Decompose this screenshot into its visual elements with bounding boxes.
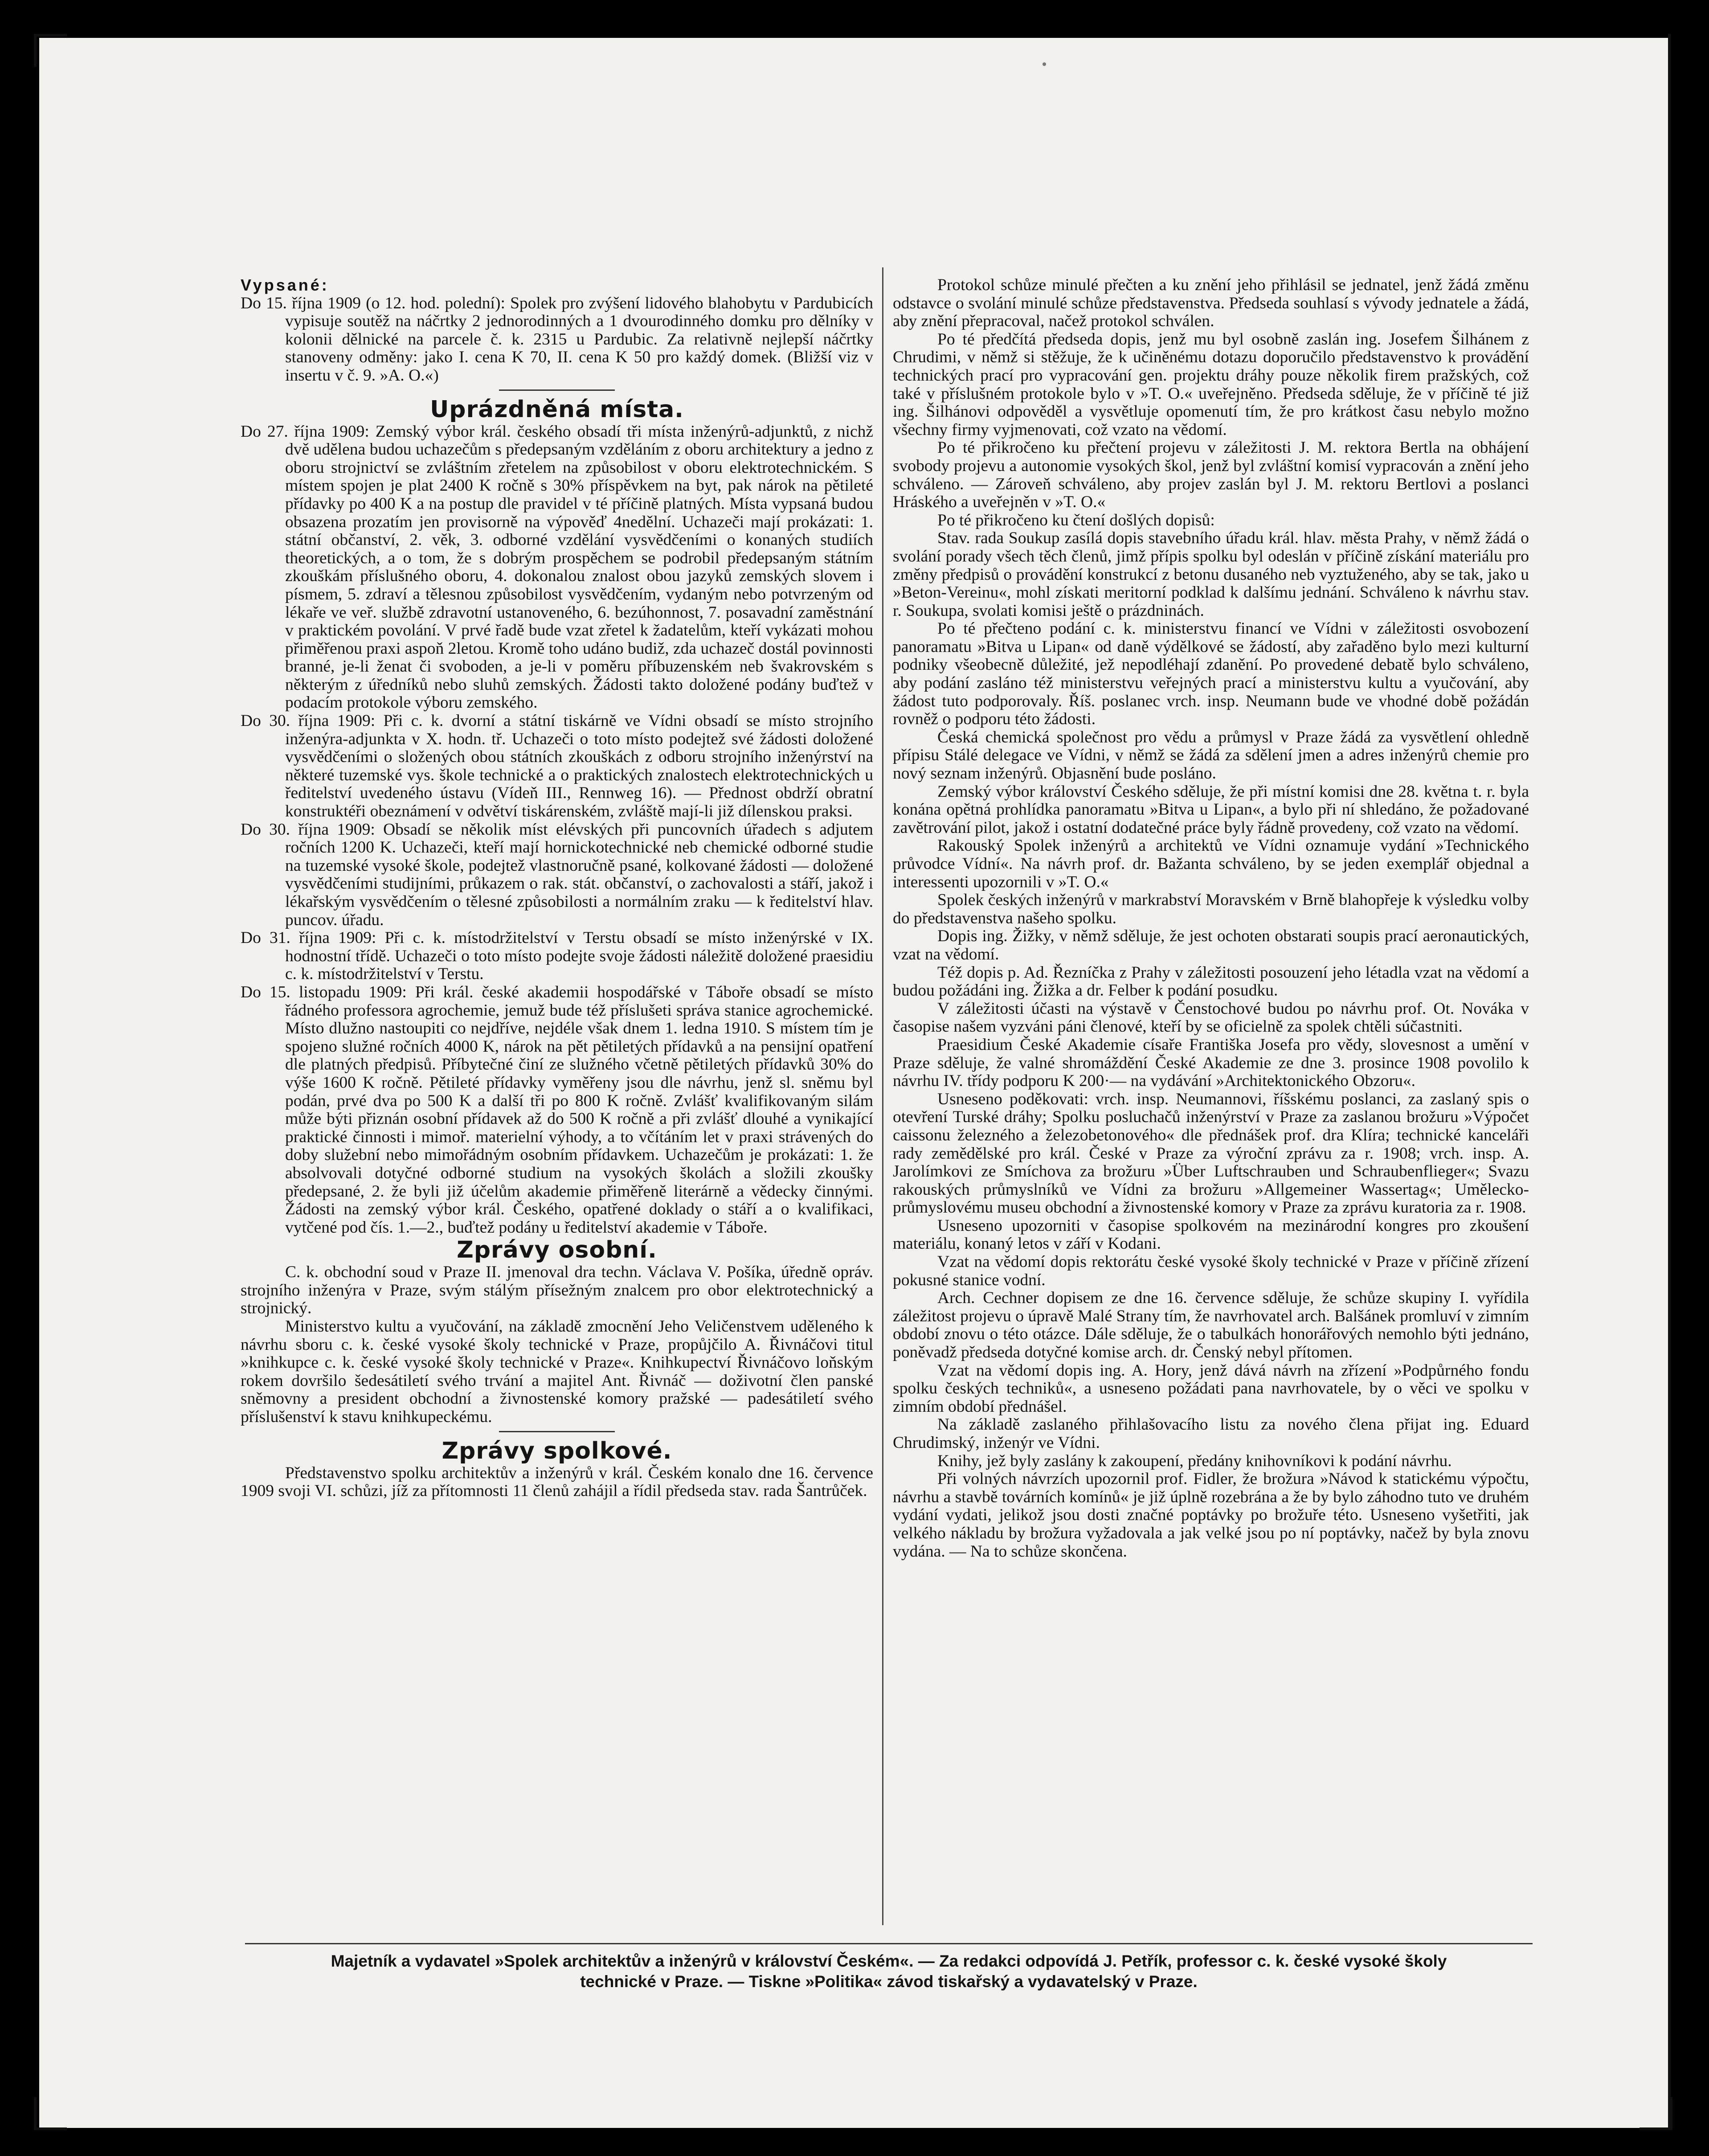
minutes-paragraph: Vzat na vědomí dopis ing. A. Hory, jenž dává návrh na zřízení »Podpůrného fondu spolku českých techniků«, a usneseno požádati pana navrhovatele, by o věci ve spolku v zimním období přednášel. — [893, 1361, 1529, 1416]
minutes-paragraph: Vzat na vědomí dopis rektorátu české vysoké školy technické v Praze v příčině zřízení pokusné stanice vodní. — [893, 1253, 1529, 1289]
crop-mark-bottom-left — [34, 2097, 67, 2130]
right-column — [893, 276, 1529, 1561]
section-heading-vypsane: Vypsané: — [241, 276, 329, 294]
minutes-paragraph: Protokol schůze minulé přečten a ku znění jeho přihlásil se jednatel, jenž žádá změnu odstavce o svolání minulé schůze představenstva. Předseda souhlasí s vývody jednatele a žádá, aby znění přepracoval, načež protokol schválen. — [893, 276, 1529, 331]
notice-vacancy-tiskarna: Do 30. října 1909: Při c. k. dvorní a státní tiskárně ve Vídni obsadí se místo strojního inženýra-adjunkta v X. hodn. tř. Uchazeči o toto místo podejtež své žádosti doložené vysvědčeními o složených obou státních zkouškách z odboru strojního inženýrství na některé tuzemské vys. škole technické a o praktických znalostech elektrotechnických u ředitelství uvedeného ústavu (Vídeň III., Rennweg 16). — Přednost obdrží obratní konstruktéři obeznámení v odvětví tiskárenském, zvláště mají-li již dílenskou praksi. — [241, 712, 873, 821]
notice-vacancy-tabor: Do 15. listopadu 1909: Při král. české akademii hospodářské v Táboře obsadí se místo řádného professora agrochemie, jemuž bude též příslušeti správa stanice agrochemické. Místo dlužno nastoupiti co nejdříve, nejdéle však dnem 1. ledna 1910. S místem tím je spojeno služné ročních 4000 K, nárok na pět pětiletých přídavků a na pensijní opatření dle platných předpisů. Příbytečné činí ze služného včetně pětiletých přídavků 30% do výše 1600 K ročně. Pětileté přídavky vyměřeny jsou dle návrhu, jenž sl. sněmu byl podán, prvé dva po 500 K a další tři po 800 K ročně. Zvlášť kvalifikovaným silám může býti přiznán osobní přídavek až do 500 K ročně a při zvlášť dlouhé a vynikající praktické činnosti i mimoř. materielní výhody, a to včítáním let v praxi strávených do doby služební nebo mimořádným osobním přídavkem. Uchazečům je prokázati: 1. že absolvovali dotyčné odborné studium na vysokých školách a složili zkoušky předepsané, 2. že byli již účelům akademie přiměřeně literárně a vědecky činnými. Žádosti na zemský výbor král. Českého, opatřené doklady o stáří a o kvalifikaci, vytčené pod čís. 1.—2., buďtež podány u ředitelství akademie v Táboře. — [241, 983, 873, 1237]
personal-news-posik: C. k. obchodní soud v Praze II. jmenoval dra techn. Václava V. Pošíka, úředně opráv. strojního inženýra v Praze, svým stálým přísežným znalcem pro obor elektrotechnický a strojnický. — [241, 1263, 873, 1318]
minutes-paragraph: Při volných návrzích upozornil prof. Fidler, že brožura »Návod k statickému výpočtu, návrhu a stavbě továrních komínů« je již úplně rozebrána a že by bylo záhodno tuto ve druhém vydání vydati, jelikož jsou dosti značné poptávky po brožuře této. Usneseno vyšetřiti, jak velkého nákladu by brožura vyžadovala a jak velké jsou po ní poptávky, načež by byla znovu vydána. — Na to schůze skončena. — [893, 1470, 1529, 1561]
minutes-paragraph: Stav. rada Soukup zasílá dopis stavebního úřadu král. hlav. města Prahy, v němž žádá o svolání porady všech těch členů, jimž přípis spolku byl odeslán v příčině získání materiálu pro změny předpisů o provádění konstrukcí z betonu dusaného neb vyztuženého, aby se tak, jako u »Beton-Vereinu«, mohl získati meritorní podklad k dalšímu jednání. Schváleno k návrhu stav. r. Soukupa, svolati komisi ještě o prázdninách. — [893, 529, 1529, 620]
notice-vacancy-zemsky-vybor: Do 27. října 1909: Zemský výbor král. českého obsadí tři místa inženýrů-adjunktů, z nichž dvě udělena budou uchazečům s předepsaným vzděláním z oboru architektury a jedno z oboru strojnictví se zvláštním zřetelem na způsobilost v oboru elektrotechnickém. S místem spojen je plat 2400 K ročně s 30% příspěvkem na byt, pak nárok na pětileté přídavky po 400 K a na postup dle pravidel v té příčině platných. Místa vypsaná budou obsazena prozatím jen provisorně na výpověď 4nedělní. Uchazeči mají prokázati: 1. státní občanství, 2. věk, 3. odborné vzdělání vysvědčeními o konaných studiích theoretických, a o tom, že s dobrým prospěchem se podrobil předepsaným státním zkouškám příslušného oboru, 4. dokonalou znalost obou jazyků zemských slovem i písmem, 5. zdraví a tělesnou způsobilost vysvědčením, vydaným nebo potvrzeným od lékaře ve veř. službě zdravotní ustanoveného, 6. bezúhonnost, 7. posavadní zaměstnání v praktickém povolání. V prvé řadě bude vzat zřetel k žadatelům, kteří vykázati mohou přiměřenou praxi aspoň 2letou. Kromě toho udáno budiž, zda uchazeč dostál povinnosti branné, je-li ženat či svoboden, a je-li v poměru příbuzenském neb švakrovském s některým z úředníků nebo sluhů zemských. Žádosti takto doložené podány buďtež v podacím protokole výboru zemského. — [241, 422, 873, 712]
association-news-intro: Představenstvo spolku architektův a inženýrů v král. Českém konalo dne 16. července 1909 svoji VI. schůzi, jíž za přítomnosti 11 členů zahájil a řídil předseda stav. rada Šantrůček. — [241, 1463, 873, 1500]
section-heading-association-news: Zprávy spolkové. — [442, 1437, 672, 1464]
left-column — [241, 276, 873, 1500]
column-divider — [882, 267, 883, 1925]
notice-vacancy-terst: Do 31. října 1909: Při c. k. místodržitelství v Terstu obsadí se místo inženýrské v IX. hodnostní třídě. Uchazeči o toto místo podejte svoje žádosti náležitě doložené praesidiu c. k. místodržitelství v Terstu. — [241, 929, 873, 984]
minutes-paragraph: Rakouský Spolek inženýrů a architektů ve Vídni oznamuje vydání »Technického průvodce Vídní«. Na návrh prof. dr. Bažanta schváleno, by se jeden exemplář objednal a interessenti upozornili v »T. O.« — [893, 836, 1529, 891]
minutes-paragraph: Na základě zaslaného přihlašovacího listu za nového člena přijat ing. Eduard Chrudimský, inženýr ve Vídni. — [893, 1415, 1529, 1452]
minutes-paragraph: Po té přečteno podání c. k. ministerstvu financí ve Vídni v záležitosti osvobození panoramatu »Bitva u Lipan« od daně výdělkové se žádostí, aby zařaděno bylo mezi kulturní podniky všeobecně důležité, jež nepodléhají zdanění. Po provedené debatě bylo schváleno, aby podání zasláno též ministerstvu veřejných prací a ministerstvu kultu a vyučování, aby žádost tuto podporovaly. Říš. poslanec vrch. insp. Neumann bude ve vhodné době požádán rovněž o podporu této žádosti. — [893, 619, 1529, 729]
minutes-paragraph: Zemský výbor království Českého sděluje, že při místní komisi dne 28. května t. r. byla konána opětná prohlídka panoramatu »Bitva u Lipan«, a bylo při ní shledáno, že požadované zavětrování pilot, jakož i ostatní dodatečné práce byly řádně provedeny, což vzato na vědomí. — [893, 782, 1529, 837]
minutes-paragraph: Po té přikročeno ku přečtení projevu v záležitosti J. M. rektora Bertla na obhájení svobody projevu a autonomie vysokých škol, jenž byl zvláštní komisí vypracován a znění jeho schváleno. — Zároveň schváleno, aby projev zaslán byl J. M. rektoru Bertlovi a poslanci Hráského a uveřejněn v »T. O.« — [893, 439, 1529, 512]
minutes-paragraph: Též dopis p. Ad. Řezníčka z Prahy v záležitosti posouzení jeho létadla vzat na vědomí a budou požádáni ing. Žižka a dr. Felber k podání posudku. — [893, 963, 1529, 1000]
personal-news-rivnac: Ministerstvo kultu a vyučování, na základě zmocnění Jeho Veličenstvem uděleného k návrhu sboru c. k. české vysoké školy technické v Praze, propůjčilo A. Řivnáčovi titul »knihkupce c. k. české vysoké školy technické v Praze«. Knihkupectví Řivnáčovo loňským rokem dovršilo šedesátiletí svého trvání a majitel Ant. Řivnáč — doživotní člen panské sněmovny a president obchodní a živnostenské komory pražské — padesátiletí svého příslušenství k stavu knihkupeckému. — [241, 1317, 873, 1426]
minutes-paragraph: Dopis ing. Žižky, v němž sděluje, že jest ochoten obstarati soupis prací aeronautických, vzat na vědomí. — [893, 927, 1529, 963]
minutes-paragraph: Arch. Cechner dopisem ze dne 16. července sděluje, že schůze skupiny I. vyřídila záležitost projevu o úpravě Malé Strany tím, že navrhovatel arch. Balšánek promluví v zimním období znovu o této otázce. Dále sděluje, že o tabulkách honorářových nemohlo býti jednáno, poněvadž předseda dotyčné komise arch. dr. Čenský nebyl přítomen. — [893, 1289, 1529, 1362]
crop-mark-bottom-right — [1639, 2097, 1672, 2130]
notice-competition-pardubice: Do 15. října 1909 (o 12. hod. polední): Spolek pro zvýšení lidového blahobytu v Pardubicích vypisuje soutěž na náčrtky 2 jednorodinných a 1 dvourodinného domku pro dělníky v kolonii dělnické na parcele č. k. 2315 u Pardubic. Za relativně nejlepší náčrtky stanoveny odměny: jako I. cena K 70, II. cena K 50 pro každý domek. (Bližší viz v insertu v č. 9. »A. O.«) — [241, 294, 873, 385]
minutes-paragraph: Spolek českých inženýrů v markrabství Moravském v Brně blahopřeje k výsledku volby do představenstva našeho spolku. — [893, 891, 1529, 927]
minutes-paragraph: Usneseno upozorniti v časopise spolkovém na mezinárodní kongres pro zkoušení materiálu, konaný letos v září v Kodani. — [893, 1216, 1529, 1253]
notice-vacancy-puncovni: Do 30. října 1909: Obsadí se několik míst elévských při puncovních úřadech s adjutem ročních 1200 K. Uchazeči, kteří mají hornickotechnické neb chemické odborné studie na tuzemské vysoké škole, podejtež vlastnoručně psané, kolkované žádosti — doložené vysvědčeními studijními, průkazem o rak. stát. občanství, o zachovalosti a stáří, jakož i lékařským vysvědčením o tělesné způsobilosti a normálním zraku — k ředitelství hlav. puncov. úřadu. — [241, 820, 873, 929]
divider — [499, 389, 615, 391]
speck — [1043, 62, 1046, 66]
minutes-paragraph: Praesidium České Akademie císaře Františka Josefa pro vědy, slovesnost a umění v Praze sděluje, že valné shromáždění České Akademie ze dne 3. prosince 1908 povolilo k návrhu IV. třídy podporu K 200·— na vydávání »Architektonického Obzoru«. — [893, 1035, 1529, 1090]
page-edge-line — [1668, 34, 1680, 2128]
minutes-paragraph: Po té předčítá předseda dopis, jenž mu byl osobně zaslán ing. Josefem Šilhánem z Chrudimi, v němž si stěžuje, že k učiněnému dotazu doporučilo představenstvo k provádění technických prací pro vypracování gen. projektu dráhy pouze několik firem pražských, což také v příslušném protokole bylo v »T. O.« uveřejněno. Předseda sděluje, že v příčině té již ing. Šilhánovi odpověděl a vysvětluje opomenutí tím, že pro krátkost času nebylo možno všechny firmy vyjmenovati, což vzato na vědomí. — [893, 330, 1529, 439]
divider — [499, 1431, 615, 1432]
section-heading-personal-news: Zprávy osobní. — [457, 1237, 657, 1264]
section-heading-vacancies: Uprázdněná místa. — [430, 396, 684, 423]
footer-divider — [245, 1943, 1533, 1944]
minutes-paragraph: Po té přikročeno ku čtení došlých dopisů: — [937, 511, 1215, 529]
imprint-footer — [249, 1951, 1528, 1992]
imprint-line: technické v Praze. — Tiskne »Politika« závod tiskařský a vydavatelský v Praze. — [580, 1972, 1198, 1991]
minutes-paragraph: Knihy, jež byly zaslány k zakoupení, předány knihovníkovi k podání návrhu. — [937, 1451, 1452, 1470]
minutes-paragraph: V záležitosti účasti na výstavě v Čenstochové budou po návrhu prof. Ot. Nováka v časopise našem vyzváni páni členové, kteří by se oficielně za spolek chtěli súčastniti. — [893, 999, 1529, 1036]
minutes-paragraph: Česká chemická společnost pro vědu a průmysl v Praze žádá za vysvětlení ohledně přípisu Stálé delegace ve Vídni, v němž se žádá za sdělení jmen a adres inženýrů chemie pro nový seznam inženýrů. Objasnění bude posláno. — [893, 728, 1529, 783]
minutes-paragraph: Usneseno poděkovati: vrch. insp. Neumannovi, říšskému poslanci, za zaslaný spis o otevření Turské dráhy; Spolku posluchačů inženýrství v Praze za zaslanou brožuru »Výpočet caissonu železného a železobetonového« dle přednášek prof. dra Klíra; technické kanceláři rady zemědělské pro král. České v Praze za výroční zprávu za r. 1908; vrch. insp. A. Jarolímkovi ze Smíchova za brožuru »Über Luftschrauben und Schraubenflieger«; Svazu rakouských průmyslníků ve Vídni za brožuru »Allgemeiner Wassertag«; Umělecko-průmyslovému museu obchodní a živnostenské komory v Praze za zprávu kuratoria za r. 1908. — [893, 1090, 1529, 1217]
imprint-line: Majetník a vydavatel »Spolek architektův a inženýrů v království Českém«. — Za redakci odpovídá J. Petřík, professor c. k. české vysoké školy — [331, 1952, 1447, 1970]
crop-mark-top-left — [34, 34, 67, 67]
